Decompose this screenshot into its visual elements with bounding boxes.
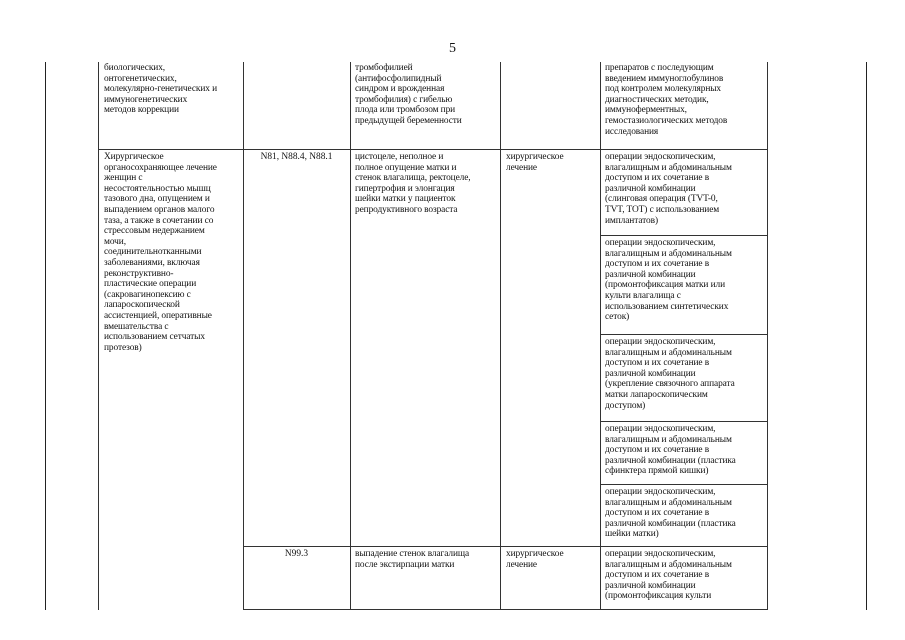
- patient-model-cell: выпадение стенок влагалища после экстирпации матки: [355, 549, 470, 570]
- method-cell: операции эндоскопическим, влагалищным и абдоминальным доступом и их сочетание в различной комбинации (пластика шейки матки): [605, 487, 736, 540]
- method-cell: операции эндоскопическим, влагалищным и абдоминальным доступом и их сочетание в различной комбинации (промонтофиксация матки или культи влагалища с использованием синтетических сеток): [605, 238, 732, 323]
- treatment-type-cell: хирургическое лечение: [506, 152, 564, 173]
- page-left-border: [45, 62, 46, 610]
- icd-codes-cell: N99.3: [284, 549, 309, 559]
- treatment-type-cell: хирургическое лечение: [506, 549, 564, 570]
- page-number: 5: [449, 41, 456, 56]
- method-cell: операции эндоскопическим, влагалищным и абдоминальным доступом и их сочетание в различной комбинации (слинговая операция (TVT-0, TVT, TOT) с использованием имплантатов): [605, 152, 732, 226]
- method-cell: операции эндоскопическим, влагалищным и абдоминальным доступом и их сочетание в различной комбинации (укрепление связочного аппарата матки лапароскопическим доступом): [605, 337, 735, 411]
- method-cell: операции эндоскопическим, влагалищным и абдоминальным доступом и их сочетание в различной комбинации (промонтофиксация культи: [605, 549, 732, 602]
- icd-codes-cell: N81, N88.4, N88.1: [260, 152, 333, 162]
- profile-cell-continued: биологических, онтогенетических, молекулярно-генетических и иммуногенетических методов коррекции: [104, 63, 218, 116]
- method-cell: операции эндоскопическим, влагалищным и абдоминальным доступом и их сочетание в различной комбинации (пластика сфинктера прямой кишки): [605, 424, 736, 477]
- profile-cell: Хирургическое органосохраняющее лечение женщин с несостоятельностью мышц тазового дна, опущением и выпадением органов малого таза, а также в сочетании со стрессовым недержанием мочи, соединительнотканными заболеваниями, включая реконструктивно- пластические операции (сакровагинопексию с лапароскопической ассистенцией, оперативные вмешательства с использованием сетчатых протезов): [104, 152, 217, 353]
- patient-model-cell-continued: тромбофилией (антифосфолипидный синдром и врожденная тромбофилия) с гибелью плода или тромбозом при предыдущей беременности: [355, 63, 462, 126]
- patient-model-cell: цистоцеле, неполное и полное опущение матки и стенок влагалища, ректоцеле, гипертрофия и элонгация шейки матки у пациенток репродуктивного возраста: [355, 152, 471, 215]
- method-cell-continued: препаратов с последующим введением иммуноглобулинов под контролем молекулярных диагностических методик, иммуноферментных, гемостазиологических методов исследования: [605, 63, 728, 137]
- page-right-border: [866, 62, 867, 610]
